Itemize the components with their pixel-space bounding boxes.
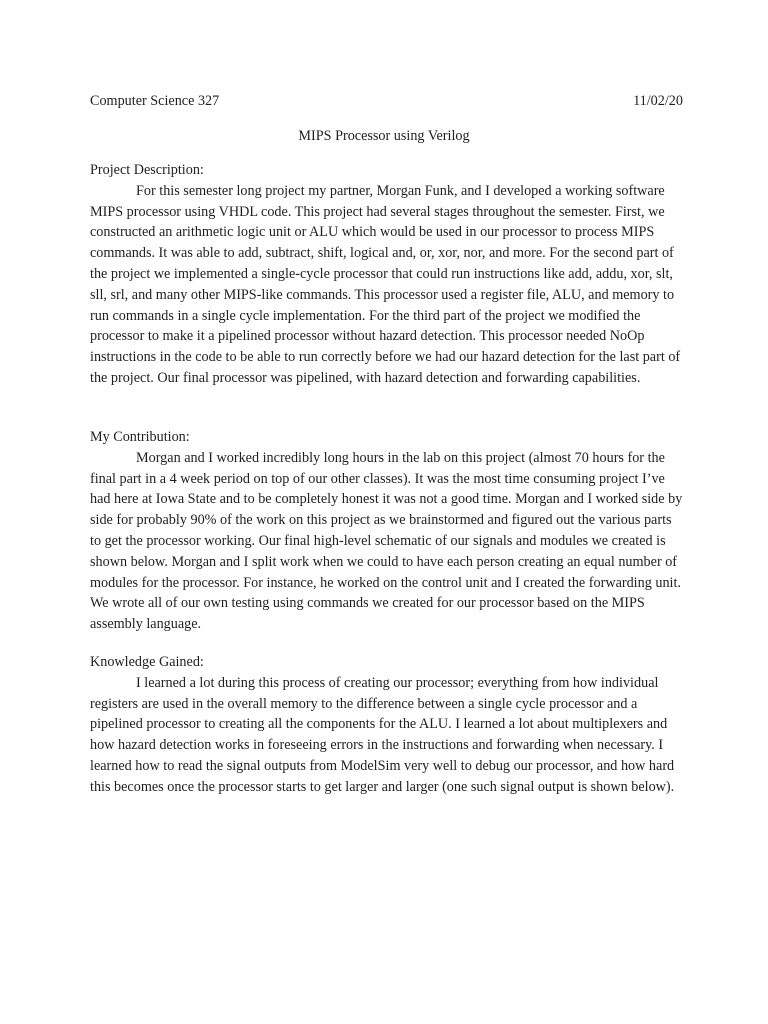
section-paragraph: For this semester long project my partner, Morgan Funk, and I developed a working software MIPS processor using VHDL code. This project had several stages throughout the semester. First, we constructed an arithmetic logic unit or ALU which would be used in our processor to process MIPS commands. It was able to add, subtract, shift, logical and, or, xor, nor, and more. For the second part of the project we implemented a single-cycle processor that could run instructions like add, addu, xor, slt, sll, srl, and many other MIPS-like commands. This processor used a register file, ALU, and memory to run commands in a single cycle implementation. For the third part of the project we modified the processor to make it a pipelined processor without hazard detection. This processor needed NoOp instructions in the code to be able to run correctly before we had our hazard detection for the last part of the project. Our final processor was pipelined, with hazard detection and forwarding capabilities. <box>90 182 681 386</box>
course-name: Computer Science 327 <box>90 93 220 109</box>
page-header <box>90 91 683 111</box>
section-my-contribution <box>90 427 684 635</box>
section-knowledge-gained <box>90 652 684 798</box>
document-date: 11/02/20 <box>633 93 683 109</box>
section-paragraph: Morgan and I worked incredibly long hours in the lab on this project (almost 70 hours for the final part in a 4 week period on top of our other classes). It was the most time consuming project I’ve had here at Iowa State and to be completely honest it was not a good time. Morgan and I worked side by side for probably 90% of the work on this project as we brainstormed and figured out the various parts to get the processor working. Our final high-level schematic of our signals and modules we created is shown below. Morgan and I split work when we could to have each person creating an equal number of modules for the processor. For instance, he worked on the control unit and I created the forwarding unit. We wrote all of our own testing using commands we created for our processor based on the MIPS assembly language. <box>90 449 683 633</box>
document-title: MIPS Processor using Verilog <box>298 128 470 144</box>
section-project-description <box>90 160 684 389</box>
section-heading: Project Description: <box>90 162 204 178</box>
section-paragraph: I learned a lot during this process of creating our processor; everything from how individual registers are used in the overall memory to the difference between a single cycle processor and a pipelined processor to creating all the components for the ALU. I learned a lot about multiplexers and how hazard detection works in foreseeing errors in the instructions and forwarding when necessary. I learned how to read the signal outputs from ModelSim very well to debug our processor, and how hard this becomes once the processor starts to get larger and larger (one such signal output is shown below). <box>90 674 675 795</box>
section-heading: My Contribution: <box>90 429 190 445</box>
section-heading: Knowledge Gained: <box>90 654 204 670</box>
